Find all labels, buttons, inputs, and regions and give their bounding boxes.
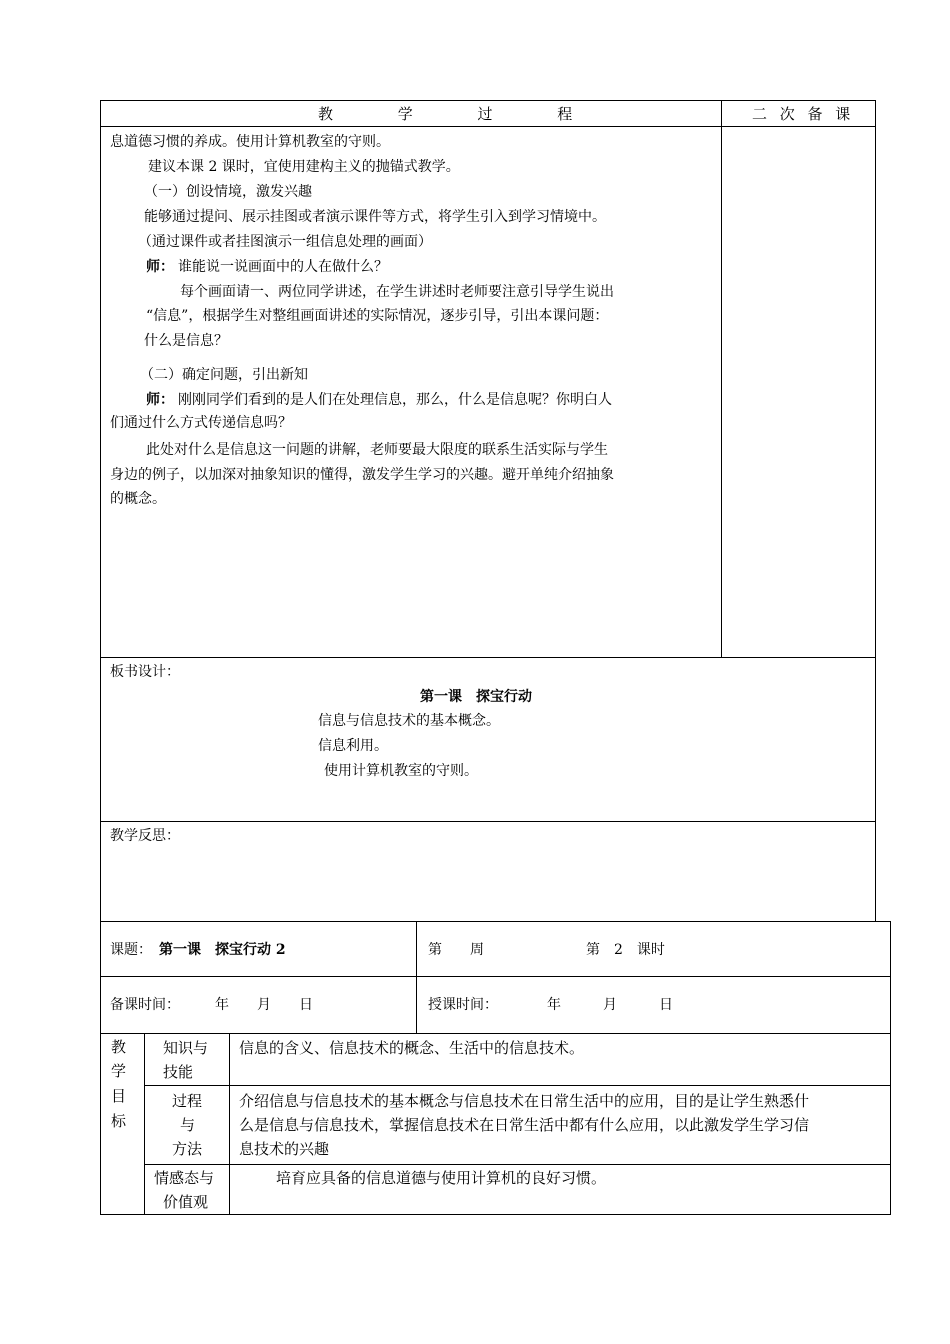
teacher-label: 师： <box>146 259 174 275</box>
topic-label: 课题： <box>110 942 152 958</box>
prep-time-field: 备课时间： 年 月 日 <box>110 997 313 1013</box>
row-divider <box>100 976 891 977</box>
goals-side-label: 目 <box>111 1087 127 1105</box>
process-line: 建议本课 2 课时，宜使用建构主义的抛锚式教学。 <box>148 159 460 175</box>
board-title: 第一课 探宝行动 <box>420 689 532 705</box>
process-line: “信息”，根据学生对整组画面讲述的实际情况，逐步引导，引出本课问题： <box>146 308 609 324</box>
board-item: 信息与信息技术的基本概念。 <box>318 713 500 729</box>
goals-side-label: 标 <box>111 1112 127 1130</box>
second-prep-header: 二 次 备 课 <box>752 105 855 123</box>
board-item: 使用计算机教室的守则。 <box>324 763 478 779</box>
topic-value: 第一课 探宝行动 2 <box>159 942 286 958</box>
lesson-header-table <box>100 921 891 1034</box>
process-line: （一）创设情境，激发兴趣 <box>144 184 312 200</box>
reflection-box <box>100 821 876 922</box>
reflection-label: 教学反思： <box>110 828 180 844</box>
process-line: 们通过什么方式传递信息吗？ <box>110 415 292 431</box>
process-line: 此处对什么是信息这一问题的讲解，老师要最大限度的联系生活实际与学生 <box>146 442 608 458</box>
goals-side-label: 教 <box>111 1038 127 1056</box>
goal-label: 方法 <box>172 1140 203 1158</box>
process-line: 息道德习惯的养成。使用计算机教室的守则。 <box>110 134 390 150</box>
goal-label: 情感态与 <box>154 1169 215 1187</box>
goals-row-2 <box>144 1164 891 1165</box>
process-line: 能够通过提问、展示挂图或者演示课件等方式，将学生引入到学习情境中。 <box>144 209 606 225</box>
board-item: 信息利用。 <box>318 738 388 754</box>
process-line: 每个画面请一、两位同学讲述，在学生讲述时老师要注意引导学生说出 <box>180 284 614 300</box>
header-divider <box>100 126 876 127</box>
period-field: 第 2 课时 <box>586 942 665 958</box>
goals-col-2 <box>229 1033 230 1215</box>
goal-content: 介绍信息与信息技术的基本概念与信息技术在日常生活中的应用，目的是让学生熟悉什 <box>239 1092 810 1110</box>
teacher-label: 师： <box>146 392 174 408</box>
goals-col-1 <box>144 1033 145 1215</box>
board-design-box <box>100 657 876 822</box>
teach-time-field: 授课时间： 年 月 日 <box>428 997 673 1013</box>
col-divider <box>416 921 417 1034</box>
goal-content: 信息的含义、信息技术的概念、生活中的信息技术。 <box>239 1039 585 1057</box>
goal-label: 知识与 <box>163 1039 209 1057</box>
process-line: 身边的例子，以加深对抽象知识的懂得，激发学生学习的兴趣。避开单纯介绍抽象 <box>110 467 614 483</box>
column-divider <box>721 100 722 658</box>
goal-label: 技能 <box>163 1063 194 1081</box>
week-field: 第 周 <box>428 942 484 958</box>
goal-content: 培育应具备的信息道德与使用计算机的良好习惯。 <box>276 1169 607 1187</box>
goals-side-label: 学 <box>111 1062 127 1080</box>
goal-label: 价值观 <box>163 1193 209 1211</box>
process-line: 的概念。 <box>110 491 166 507</box>
process-line: （二）确定问题，引出新知 <box>140 367 308 383</box>
process-line: 刚刚同学们看到的是人们在处理信息，那么，什么是信息呢？你明白人 <box>178 392 612 408</box>
goal-content: 么是信息与信息技术，掌握信息技术在日常生活中都有什么应用，以此激发学生学习信 <box>239 1116 810 1134</box>
goals-row-1 <box>144 1085 891 1086</box>
process-line: 谁能说一说画面中的人在做什么？ <box>178 259 388 275</box>
process-header: 教 学 过 程 <box>318 105 603 123</box>
goal-label: 与 <box>180 1116 196 1134</box>
goal-label: 过程 <box>172 1092 203 1110</box>
process-line: 什么是信息？ <box>144 333 228 349</box>
board-design-label: 板书设计： <box>110 664 180 680</box>
process-line: （通过课件或者挂图演示一组信息处理的画面） <box>138 234 432 250</box>
goal-content: 息技术的兴趣 <box>239 1140 330 1158</box>
